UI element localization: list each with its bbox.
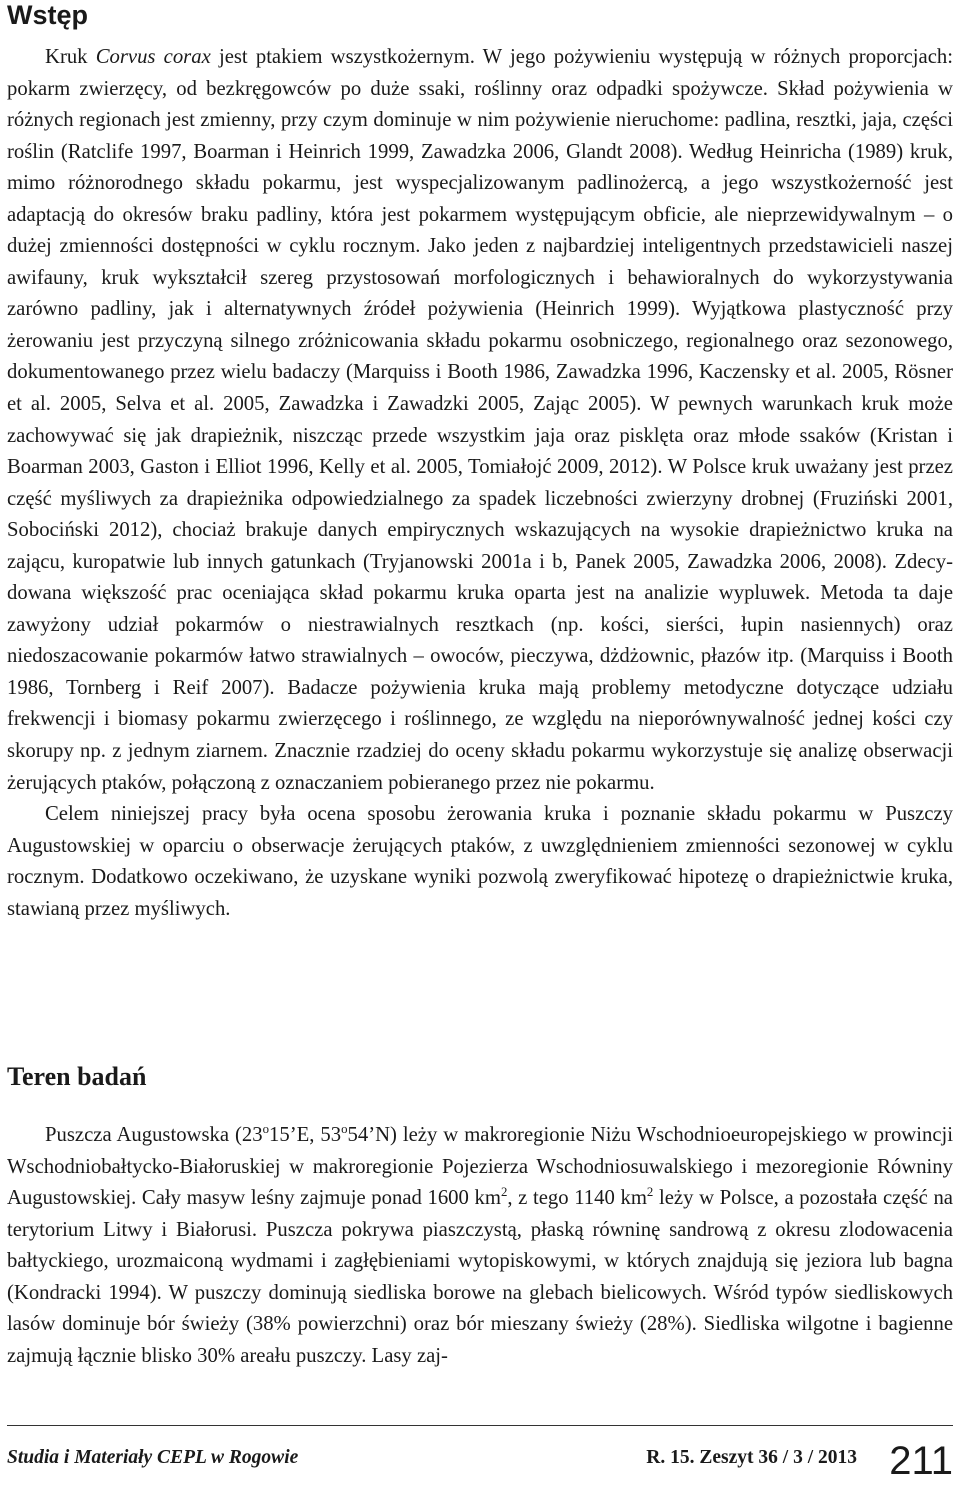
page-footer [7, 1437, 953, 1485]
text-run: , z tego 1140 km [507, 1187, 647, 1210]
paragraph-teren-1 [7, 1120, 953, 1372]
paragraph-intro-2: Celem niniejszej pracy była ocena sposobu żerowania kruka i poznanie składu pokarmu w Puszczy Augustowskiej w oparciu o obserwacje żerujących ptaków, z uwzględnieniem zmienności sezonowej w cyklu rocznym. Dodatkowo oczekiwano, że uzyskane wyniki pozwolą zweryfikować hipotezę o drapieżnictwie kruka, stawianą przez myśliwych. [7, 803, 953, 920]
paragraph-intro-1 [7, 42, 953, 799]
superscript: 2 [646, 1185, 654, 1200]
superscript: 2 [500, 1185, 508, 1200]
text-run: Puszcza Augustowska (23 [45, 1124, 263, 1146]
footer-journal-title: Studia i Materiały CEPL w Rogowie [7, 1447, 299, 1468]
section-heading-teren-badan: Teren badań [7, 1062, 147, 1091]
page-number: 211 [889, 1439, 953, 1483]
footer-issue: R. 15. Zeszyt 36 / 3 / 2013 [646, 1447, 857, 1468]
text-run: 15’E, 53 [269, 1124, 342, 1146]
text-run: 54’N) leży w makroregionie Niżu Wschodnioeuropejskiego w prowincji Wschodniobałtycko-Białoruskiej w makroregionie Pojezierza Wschodniosuwalskiego i mezoregionie Równiny Augustowskiej. Cały masyw leśny zajmuje ponad 1600 km [7, 1124, 954, 1210]
species-name: Corvus corax [95, 46, 211, 68]
text-run: jest ptakiem wszystkożernym. W jego pożywieniu występują w różnych proporcjach: pokarm zwierzęcy, od bezkręgowców po duże ssaki, roślinny oraz odpadki spożywcze. Skład pożywienia w różnych regionach jest zmienny, przy czym dominuje w nim pożywienie nieruchome: padlina, resztki, jaja, części roślin (Ratclife 1997, Boarman i Heinrich 1999, Zawadzka 2006, Glandt 2008). Według Heinricha (1989) kruk, mimo różnorodnego składu pokarmu, jest wyspecjalizowanym padlinożercą, a jego wszystkożerność jest adaptacją do okresów braku padliny, która jest pokarmem występującym obficie, ale nieprzewidywalnym – o dużej zmienności dostępności w cyklu rocznym. Jako jeden z najbardziej inteligentnych przedstawicieli naszej awifauny, kruk wykształcił szereg przystosowań morfologicznych i behawioralnych do wykorzystywania zarówno padliny, jak i alternatywnych źródeł pożywienia (Heinrich 1999). Wyjątkowa plastyczność przy żerowaniu jest przyczyną silnego zróżnicowania składu pokarmu osobniczego, regionalnego oraz sezonowego, dokumentowanego przez wielu badaczy (Marquiss i Booth 1986, Zawadzka 1996, Kaczensky et al. 2005, Rösner et al. 2005, Selva et al. 2005, Zawadzka i Zawadzki 2005, Zając 2005). W pewnych warunkach kruk może zachowywać się jak drapieżnik, niszcząc przede wszystkim jaja oraz pisklęta oraz młode ssaków (Kristan i Boarman 2003, Gaston i Elliot 1996, Kelly et al. 2005, Tomiałojć 2009, 2012). W Polsce kruk uważany jest przez część myśliwych za drapieżnika odpowiedzialnego za spadek liczebności zwierzyny drobnej (Fruziński 2001, Sobociński 2012), chociaż brakuje danych empirycznych wskazujących na wysokie drapieżnictwo kruka na zającu, kuropatwie lub innych gatunkach (Tryjanowski 2001a i b, Panek 2005, Zawadzka 2006, 2008). Zdecydowana większość prac oceniająca skład pokarmu kruka oparta jest na analizie wypluwek. Metoda ta daje zawyżony udział pokarmów o niestrawialnych resztkach (np. kości, sierści, łupin nasiennych) oraz niedoszacowanie pokarmów łatwo strawialnych – owoców, pieczywa, dżdżownic, płazów itp. (Marquiss i Booth 1986, Tornberg i Reif 2007). Badacze pożywienia kruka mają problemy metodyczne dotyczące udziału frekwencji i biomasy pokarmu zwierzęcego i roślinnego, ze względu na nieporównywalność jednej kości czy skorupy np. z jednym ziarnem. Znacznie rzadziej do oceny składu pokarmu wykorzystuje się analizę obserwacji żerujących ptaków, połączoną z oznaczaniem pobieranego przez nie pokarmu. [7, 46, 953, 794]
text-run: Kruk [45, 46, 96, 68]
section-wstep-body [7, 42, 953, 925]
section-heading-wstep: Wstęp [7, 0, 88, 30]
superscript: o [262, 1122, 270, 1137]
text-run: leży w Polsce, a pozostała część na terytorium Litwy i Białorusi. Puszcza pokrywa piaszczystą, płaską równinę sandrową z okresu zlodowacenia bałtyckiego, urozmaiconą wydmami i zagłębieniami wytopiskowymi, w których znajdują się jeziora lub bagna (Kondracki 1994). W puszczy dominują siedliska borowe na glebach bielicowych. Wśród typów siedliskowych lasów dominuje bór świeży (38% powierzchni) oraz bór mieszany świeży (28%). Siedliska wilgotne i bagienne zajmują łącznie blisko 30% areału puszczy. Lasy zaj- [7, 1187, 953, 1367]
footer-divider [7, 1425, 953, 1426]
section-teren-body [7, 1120, 953, 1372]
superscript: o [341, 1122, 348, 1137]
